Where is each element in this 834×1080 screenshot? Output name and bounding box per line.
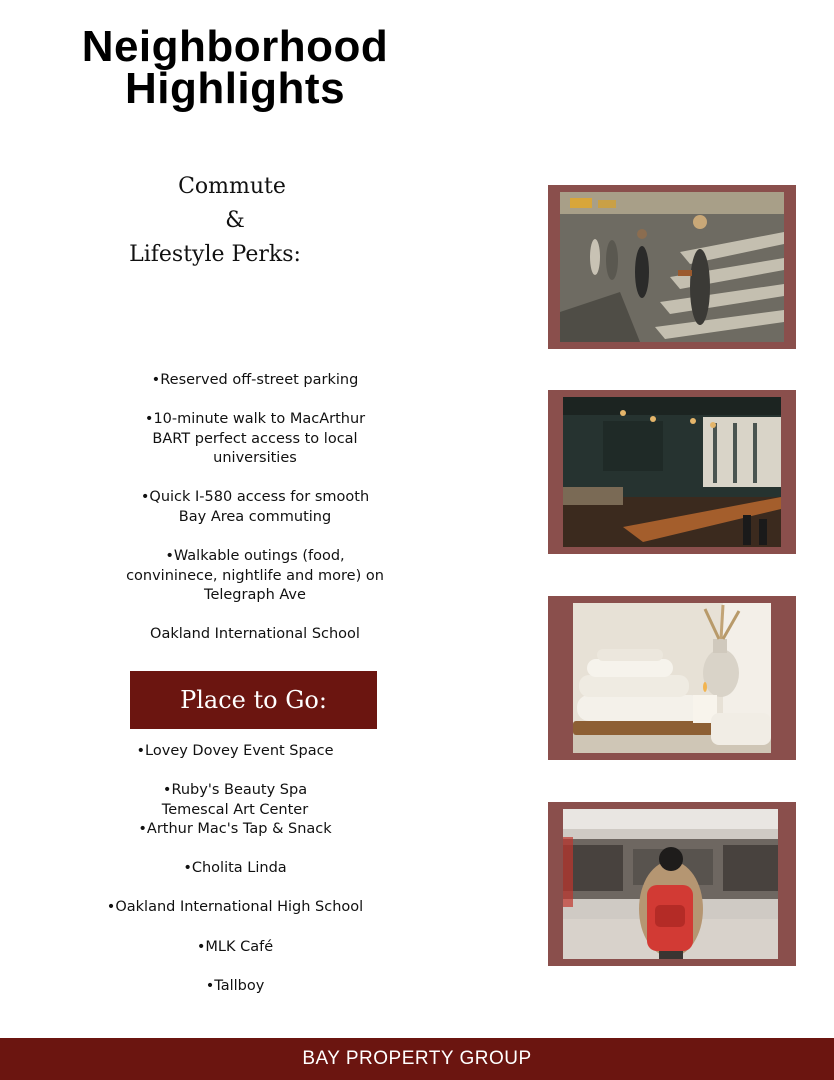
place-item: •Cholita Linda <box>183 860 287 877</box>
footer-bar <box>0 1038 834 1080</box>
place-item: •Tallboy <box>205 977 265 994</box>
commute-heading <box>100 170 370 272</box>
perk-item: •Quick I-580 access for smooth Bay Area commuting <box>140 489 370 525</box>
places-heading: Place to Go: <box>180 686 327 714</box>
perk-item: Oakland International School <box>150 626 360 643</box>
cafe-photo <box>563 397 781 547</box>
place-item: Temescal Art Center <box>161 801 309 818</box>
spa-photo <box>573 603 771 753</box>
perk-item: •Reserved off-street parking <box>151 372 359 388</box>
place-item: •Ruby's Beauty Spa <box>162 782 308 799</box>
commute-heading-line-3: Lifestyle Perks: <box>129 242 301 267</box>
place-item: •Oakland International High School <box>106 899 364 916</box>
photo-frame-transit <box>548 802 796 966</box>
commute-perks-list <box>110 371 400 664</box>
photo-frame-crosswalk <box>548 185 796 349</box>
place-item: •Lovey Dovey Event Space <box>136 743 334 759</box>
photo-frame-spa <box>548 596 796 760</box>
page-title-line-1: Neighborhood <box>81 22 389 71</box>
photo-frame-cafe <box>548 390 796 554</box>
commute-heading-line-1: Commute <box>178 174 286 199</box>
commute-heading-line-2: & <box>225 208 245 233</box>
transit-photo <box>563 809 778 959</box>
crosswalk-photo <box>560 192 784 342</box>
place-item: •MLK Café <box>196 938 274 955</box>
page-title <box>40 22 430 113</box>
place-item: •Arthur Mac's Tap & Snack <box>138 821 332 838</box>
perk-item: •Walkable outings (food, convininece, nightlife and more) on Telegraph Ave <box>126 548 384 604</box>
page-title-line-2: Highlights <box>124 64 346 113</box>
perk-item: •10-minute walk to MacArthur BART perfect access to local universities <box>144 411 366 467</box>
places-list <box>100 742 370 1016</box>
places-heading-banner <box>130 671 377 729</box>
footer-brand: BAY PROPERTY GROUP <box>302 1048 532 1069</box>
